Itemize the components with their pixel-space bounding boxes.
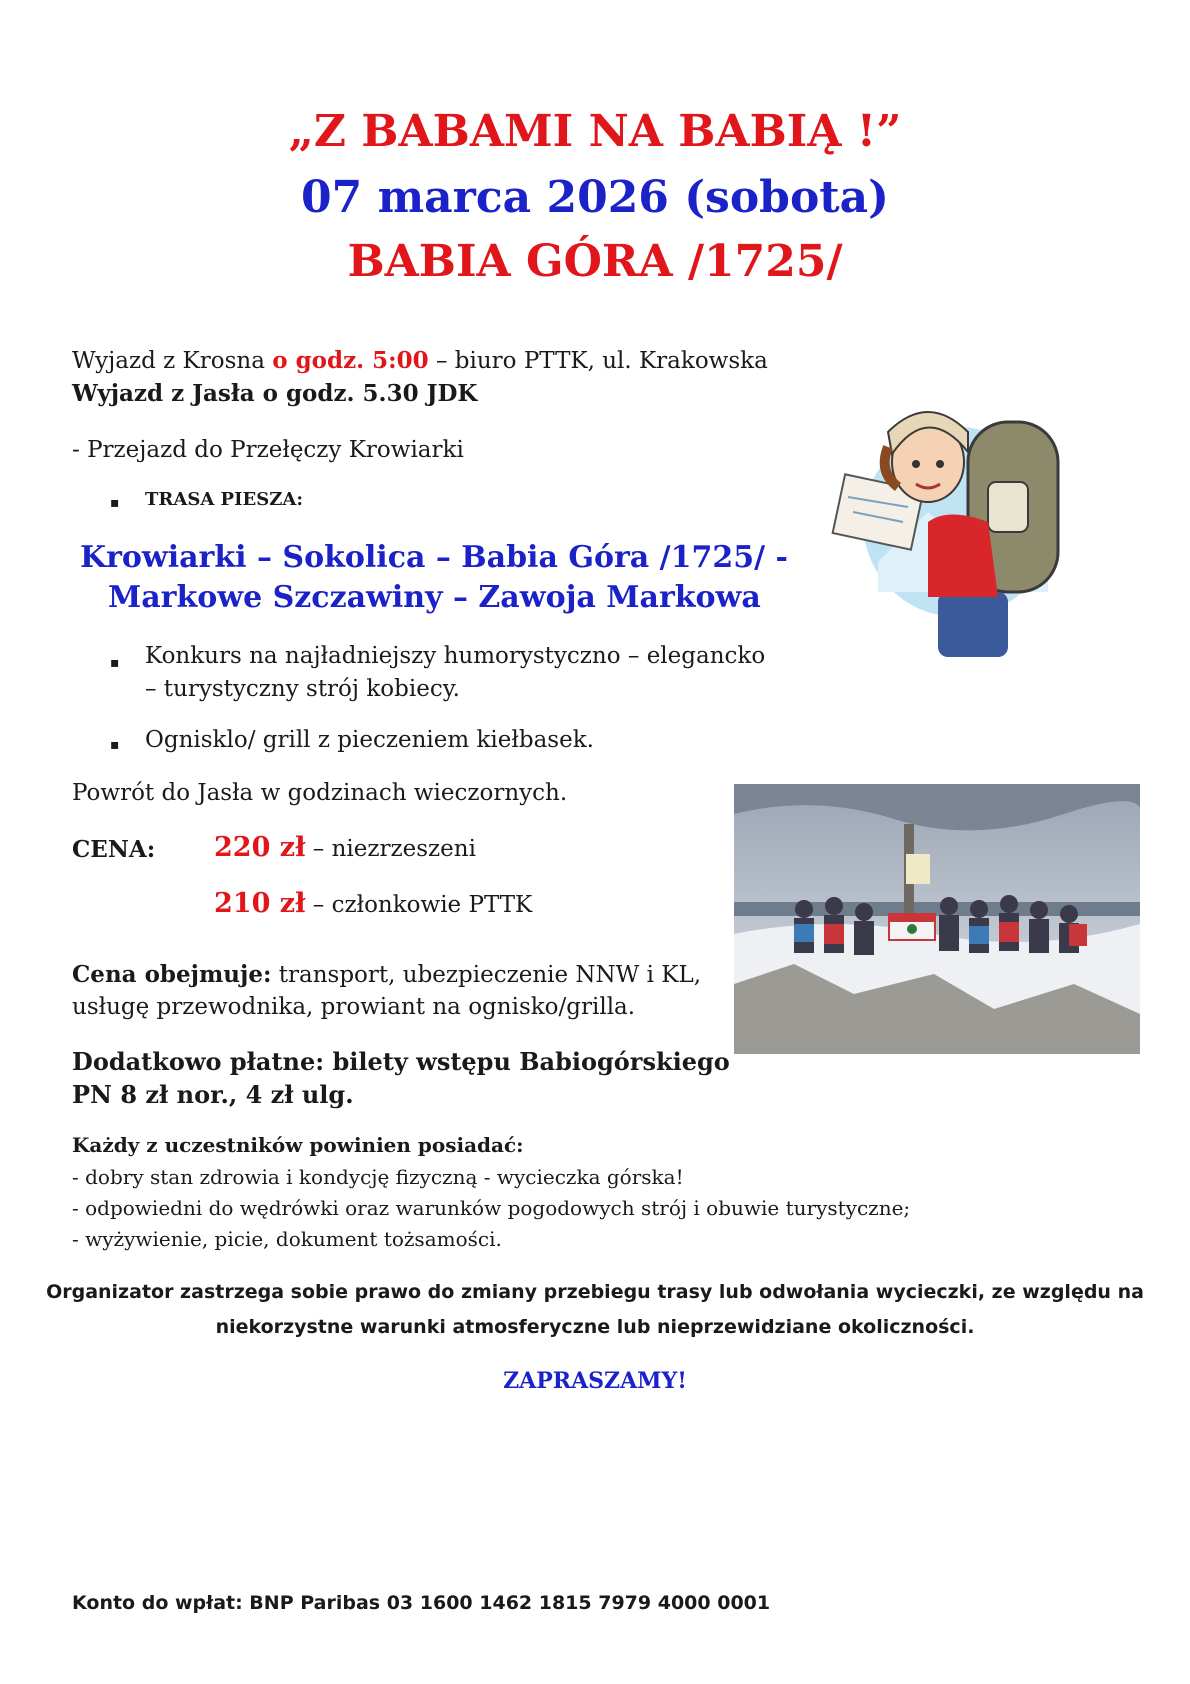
return-line: Powrót do Jasła w godzinach wieczornych. [72, 780, 568, 806]
includes-line-2: usługę przewodnika, prowiant na ognisko/grilla. [72, 994, 636, 1020]
price-desc-1: – niezrzeszeni [305, 836, 476, 862]
requirement-item: - odpowiedni do wędrówki oraz warunków pogodowych strój i obuwie turystyczne; [72, 1196, 911, 1220]
price-label: CENA: [72, 836, 156, 863]
bank-account: Konto do wpłat: BNP Paribas 03 1600 1462 1815 7979 4000 0001 [72, 1592, 771, 1614]
price-row-1 [214, 832, 476, 863]
extra-fee-line-1: Dodatkowo płatne: bilety wstępu Babiogórskiego [72, 1047, 730, 1076]
extra-fee-line-2: PN 8 zł nor., 4 zł ulg. [72, 1080, 354, 1109]
price-value-2: 210 zł [214, 888, 306, 919]
departure-krosno [72, 347, 768, 374]
contest-line-2: – turystyczny strój kobiecy. [145, 676, 460, 702]
bullet-icon: ▪ [110, 737, 120, 753]
price-value-1: 220 zł [214, 832, 306, 863]
requirement-item: - wyżywienie, picie, dokument tożsamości. [72, 1227, 502, 1251]
includes-line-1 [72, 961, 701, 988]
requirement-item: - dobry stan zdrowia i kondycję fizyczną - wycieczka górska! [72, 1165, 684, 1189]
bonfire-line: Ognisklo/ grill z pieczeniem kiełbasek. [145, 727, 594, 753]
departure-krosno-prefix: Wyjazd z Krosna [72, 348, 273, 374]
bullet-icon: ▪ [110, 655, 120, 671]
notice-line-1: Organizator zastrzega sobie prawo do zmiany przebiegu trasy lub odwołania wycieczki, ze względu na [46, 1281, 1144, 1303]
hiker-illustration [818, 392, 1088, 662]
departure-krosno-suffix: – biuro PTTK, ul. Krakowska [428, 348, 768, 374]
title-line-1: „Z BABAMI NA BABIĄ !” [288, 106, 902, 157]
title-date: 07 marca 2026 (sobota) [301, 172, 889, 223]
contest-line-1: Konkurs na najładniejszy humorystyczno – elegancko [145, 643, 766, 669]
trail-label: TRASA PIESZA: [145, 489, 303, 510]
route-line-1: Krowiarki – Sokolica – Babia Góra /1725/ - [80, 540, 788, 575]
title-mountain: BABIA GÓRA /1725/ [347, 236, 843, 287]
departure-krosno-time: o godz. 5:00 [272, 347, 429, 374]
bullet-icon: ▪ [110, 495, 120, 511]
price-desc-2: – członkowie PTTK [305, 892, 533, 918]
price-row-2 [214, 888, 532, 919]
group-photo [734, 784, 1140, 1054]
program-transfer: - Przejazd do Przełęczy Krowiarki [72, 437, 464, 463]
notice-line-2: niekorzystne warunki atmosferyczne lub nieprzewidziane okoliczności. [215, 1316, 975, 1338]
requirements-title: Każdy z uczestników powinien posiadać: [72, 1133, 524, 1157]
includes-label: Cena obejmuje: [72, 961, 272, 988]
includes-text: transport, ubezpieczenie NNW i KL, [271, 962, 702, 988]
route-line-2: Markowe Szczawiny – Zawoja Markowa [108, 580, 761, 615]
departure-jaslo: Wyjazd z Jasła o godz. 5.30 JDK [72, 380, 478, 407]
invite-text: ZAPRASZAMY! [503, 1368, 687, 1394]
